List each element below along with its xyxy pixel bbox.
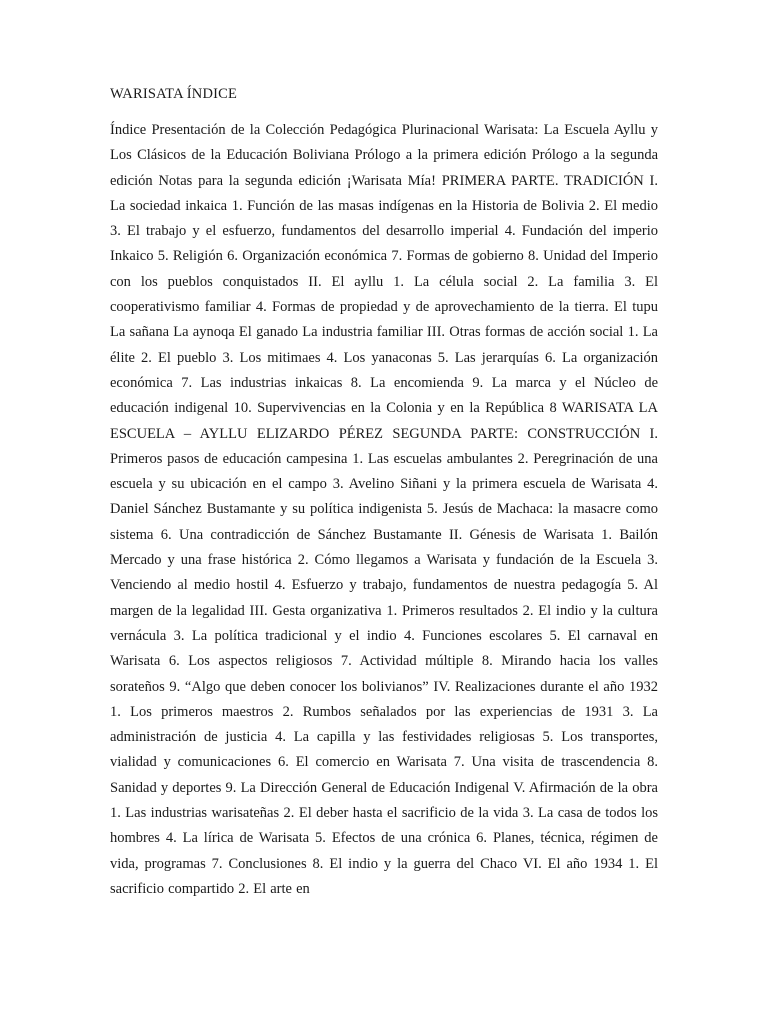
document-body-text: Índice Presentación de la Colección Pedagógica Plurinacional Warisata: La Escuela Ayllu y Los Clásicos de la Educación Boliviana Prólogo a la primera edición Prólogo a la segunda edición Notas para la segunda edición ¡Warisata Mía! PRIMERA PARTE. TRADICIÓN I. La sociedad inkaica 1. Función de las masas indígenas en la Historia de Bolivia 2. El medio 3. El trabajo y el esfuerzo, fundamentos del desarrollo imperial 4. Fundación del imperio Inkaico 5. Religión 6. Organización económica 7. Formas de gobierno 8. Unidad del Imperio con los pueblos conquistados II. El ayllu 1. La célula social 2. La familia 3. El cooperativismo familiar 4. Formas de propiedad y de aprovechamiento de la tierra. El tupu La sañana La aynoqa El ganado La industria familiar III. Otras formas de acción social 1. La élite 2. El pueblo 3. Los mitimaes 4. Los yanaconas 5. Las jerarquías 6. La organización económica 7. Las industrias inkaicas 8. La encomienda 9. La marca y el Núcleo de educación indigenal 10. Supervivencias en la Colonia y en la República 8 WARISATA LA ESCUELA – AYLLU ELIZARDO PÉREZ SEGUNDA PARTE: CONSTRUCCIÓN I. Primeros pasos de educación campesina 1. Las escuelas ambulantes 2. Peregrinación de una escuela y su ubicación en el campo 3. Avelino Siñani y la primera escuela de Warisata 4. Daniel Sánchez Bustamante y su política indigenista 5. Jesús de Machaca: la masacre como sistema 6. Una contradicción de Sánchez Bustamante II. Génesis de Warisata 1. Bailón Mercado y una frase histórica 2. Cómo llegamos a Warisata y fundación de la Escuela 3. Venciendo al medio hostil 4. Esfuerzo y trabajo, fundamentos de nuestra pedagogía 5. Al margen de la legalidad III. Gesta organizativa 1. Primeros resultados 2. El indio y la cultura vernácula 3. La política tradicional y el indio 4. Funciones escolares 5. El carnaval en Warisata 6. Los aspectos religiosos 7. Actividad múltiple 8. Mirando hacia los valles sorateños 9. “Algo que deben conocer los bolivianos” IV. Realizaciones durante el año 1932 1. Los primeros maestros 2. Rumbos señalados por las experiencias de 1931 3. La administración de justicia 4. La capilla y las festividades religiosas 5. Los transportes, vialidad y comunicaciones 6. El comercio en Warisata 7. Una visita de trascendencia 8. Sanidad y deportes 9. La Dirección General de Educación Indigenal V. Afirmación de la obra 1. Las industrias warisateñas 2. El deber hasta el sacrificio de la vida 3. La casa de todos los hombres 4. La lírica de Warisata 5. Efectos de una crónica 6. Planes, técnica, régimen de vida, programas 7. Conclusiones 8. El indio y la guerra del Chaco VI. El año 1934 1. El sacrificio compartido 2. El arte en <box>110 122 658 897</box>
document-title: WARISATA ÍNDICE <box>110 86 238 102</box>
document-page <box>110 84 658 902</box>
